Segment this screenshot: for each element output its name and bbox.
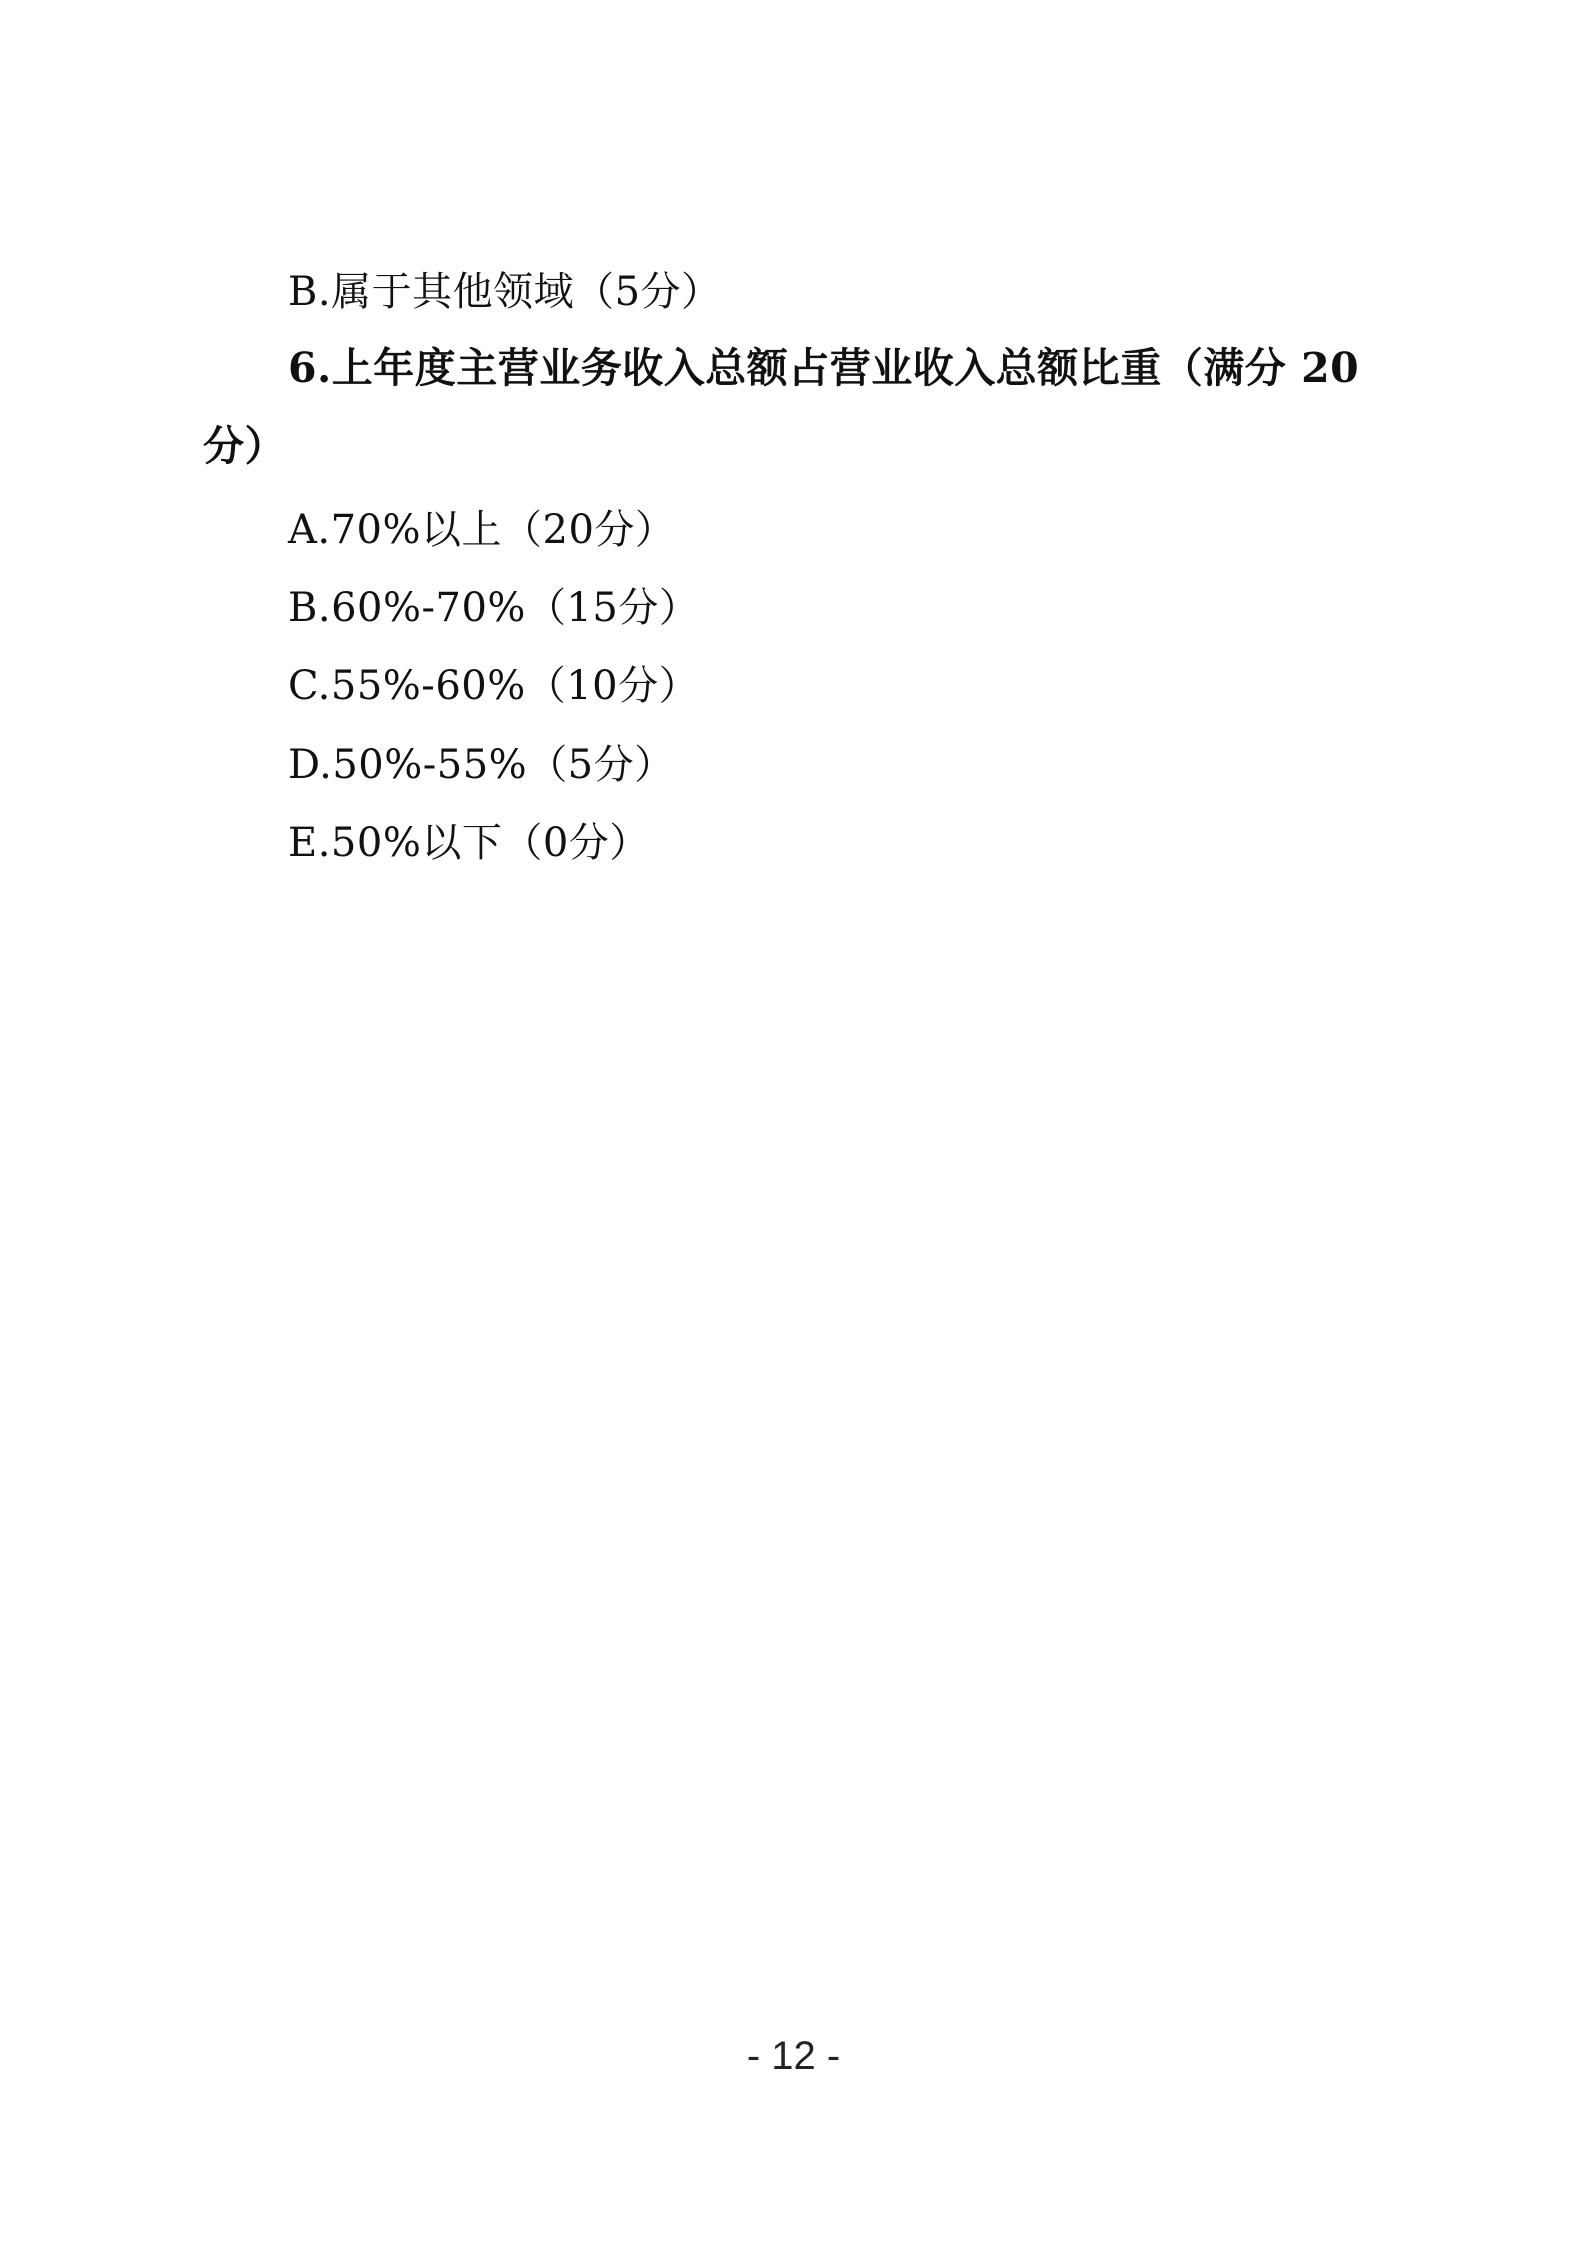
option-c: C.55%-60%（10分） [288,663,700,709]
option-d: D.50%-55%（5分） [288,742,675,788]
question-6-heading-continuation: 分） [203,422,286,470]
prior-option-b: B.属于其他领域（5分） [288,269,722,315]
page-number: - 12 - [746,2034,841,2078]
option-e: E.50%以下（0分） [288,820,650,866]
option-b: B.60%-70%（15分） [288,585,700,631]
option-a: A.70%以上（20分） [288,507,676,553]
question-6-heading: 6.上年度主营业务收入总额占营业收入总额比重（满分 20 [288,344,1360,392]
